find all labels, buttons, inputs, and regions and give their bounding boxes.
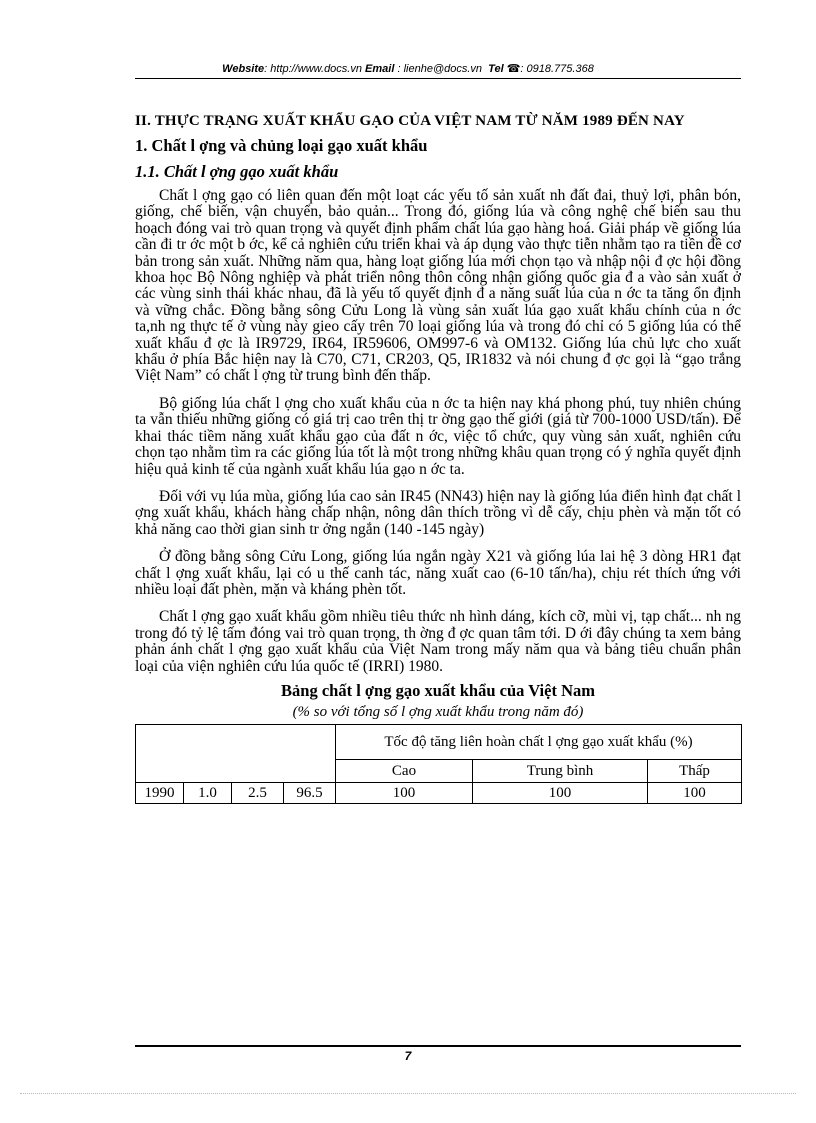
table-empty-header-cell <box>136 724 336 782</box>
table-row <box>136 782 742 803</box>
paragraph-3: Đối với vụ lúa mùa, giống lúa cao sản IR45 (NN43) hiện nay là giống lúa điển hình đạt chất l ợng xuất khẩu, khách hàng chấp nhận, nông dân thích trồng vì dễ cấy, chịu phèn và mặn tốt có khả năng cao thời gian sinh tr ởng ngắn (140 -145 ngày) <box>135 487 741 538</box>
website-label: Website <box>222 63 265 75</box>
table-cell: 100 <box>648 782 742 803</box>
paragraph-1: Chất l ợng gạo có liên quan đến một loạt các yếu tố sản xuất nh đất đai, thuỷ lợi, phân bón, giống, chế biến, vận chuyển, bảo quản... Trong đó, giống lúa và công nghệ chế biến sau thu hoạch đóng vai trò quan trọng và quyết định phẩm chất lúa gạo hàng hoá. Giải pháp về giống lúa cần đi tr ớc một b ớc, kể cả nghiên cứu triển khai và áp dụng vào thực tiễn nhằm tạo ra tiền đề cơ bản trong sản xuất. Những năm qua, hàng loạt giống lúa mới chọn tạo và nhập nội đ ợc hội đồng khoa học Bộ Nông nghiệp và phát triển nông thôn công nhận giống quốc gia đ a vào sản xuất ở các vùng sinh thái khác nhau, đã là yếu tố quyết định đ a năng suất lúa của n ớc ta tăng ổn định và vững chắc. Đồng bằng sông Cửu Long là vùng sản xuất lúa gạo xuất khẩu chính của n ớc ta,nh ng thực tế ở vùng này gieo cấy trên 70 loại giống lúa và trong đó chỉ có 5 giống lúa có thể xuất khẩu đ ợc là IR9729, IR64, IR59606, OM997-6 và OM132. Giống lúa chủ lực cho xuất khẩu ở phía Bắc hiện nay là C70, C71, CR203, Q5, IR1832 và nói chung đ ợc gọi là “gạo trắng Việt Nam” có chất l ợng từ trung bình đến thấp. <box>135 187 741 385</box>
page-number: 7 <box>404 1049 412 1063</box>
table-cell: 1990 <box>136 782 184 803</box>
table-cell: 1.0 <box>184 782 232 803</box>
table-cell: 96.5 <box>284 782 336 803</box>
table-cell: 2.5 <box>232 782 284 803</box>
table-header-cao: Cao <box>336 759 473 782</box>
rice-quality-table <box>135 724 742 804</box>
footer-divider <box>135 1045 741 1047</box>
tel-label: Tel <box>488 63 504 75</box>
table-header-thap: Thấp <box>648 759 742 782</box>
table-group-header: Tốc độ tăng liên hoàn chất l ợng gạo xuất khẩu (%) <box>336 724 742 759</box>
table-title: Bảng chất l ợng gạo xuất khẩu của Việt Nam <box>281 680 595 700</box>
tel-value: : 0918.775.368 <box>520 63 594 75</box>
paragraph-5: Chất l ợng gạo xuất khẩu gồm nhiều tiêu thức nh hình dáng, kích cỡ, mùi vị, tạp chất... nh ng trong đó tỷ lệ tấm đóng vai trò quan trọng, th ờng đ ợc quan tâm tới. D ới đây chúng ta xem bảng phản ánh chất l ợng gạo xuất khẩu của Việt Nam trong mấy năm qua và bảng tiêu chuẩn phân loại của viện nghiên cứu lúa quốc tế (IRRI) 1980. <box>135 608 741 675</box>
email-label: Email <box>365 63 395 75</box>
table-cell: 100 <box>473 782 648 803</box>
subsubsection-title: 1.1. Chất l ợng gạo xuất khẩu <box>135 162 339 181</box>
phone-icon: ☎ <box>506 63 521 75</box>
page-bottom-border <box>20 1093 796 1094</box>
paragraph-4: Ở đồng bằng sông Cửu Long, giống lúa ngắn ngày X21 và giống lúa lai hệ 3 dòng HR1 đạt chất l ợng xuất khẩu, lại có u thế canh tác, năng xuất cao (6-10 tấn/ha), chịu rét thích ứng với nhiều loại đất phèn, mặn và kháng phèn tốt. <box>135 548 741 598</box>
document-body <box>135 114 741 804</box>
table-header-trung-binh: Trung bình <box>473 759 648 782</box>
page-header <box>0 62 816 75</box>
table-header-row <box>136 724 742 759</box>
paragraph-2: Bộ giống lúa chất l ợng cho xuất khẩu của n ớc ta hiện nay khá phong phú, tuy nhiên chúng ta vẫn thiếu những giống có giá trị cao trên thị tr ờng gạo thế giới (giá từ 700-1000 USD/tấn). Để khai thác tiềm năng xuất khẩu gạo của đất n ớc, việc tổ chức, quy vùng sản xuất, nghiên cứu chọn tạo nhằm tìm ra các giống lúa tốt là một trong những khâu quan trọng có ý nghĩa quyết định hiệu quả kinh tế của ngành xuất khẩu lúa gạo n ớc ta. <box>135 394 741 478</box>
header-divider <box>135 78 741 79</box>
section-title: II. THỰC TRẠNG XUẤT KHẨU GẠO CỦA VIỆT NAM TỪ NĂM 1989 ĐẾN NAY <box>135 113 685 129</box>
subsection-title: 1. Chất l ợng và chủng loại gạo xuất khẩu <box>135 136 428 155</box>
table-subtitle: (% so với tổng số l ợng xuất khẩu trong năm đó) <box>292 703 584 720</box>
website-url[interactable]: : http://www.docs.vn <box>264 63 362 75</box>
email-value[interactable]: : lienhe@docs.vn <box>397 63 483 75</box>
table-cell: 100 <box>336 782 473 803</box>
